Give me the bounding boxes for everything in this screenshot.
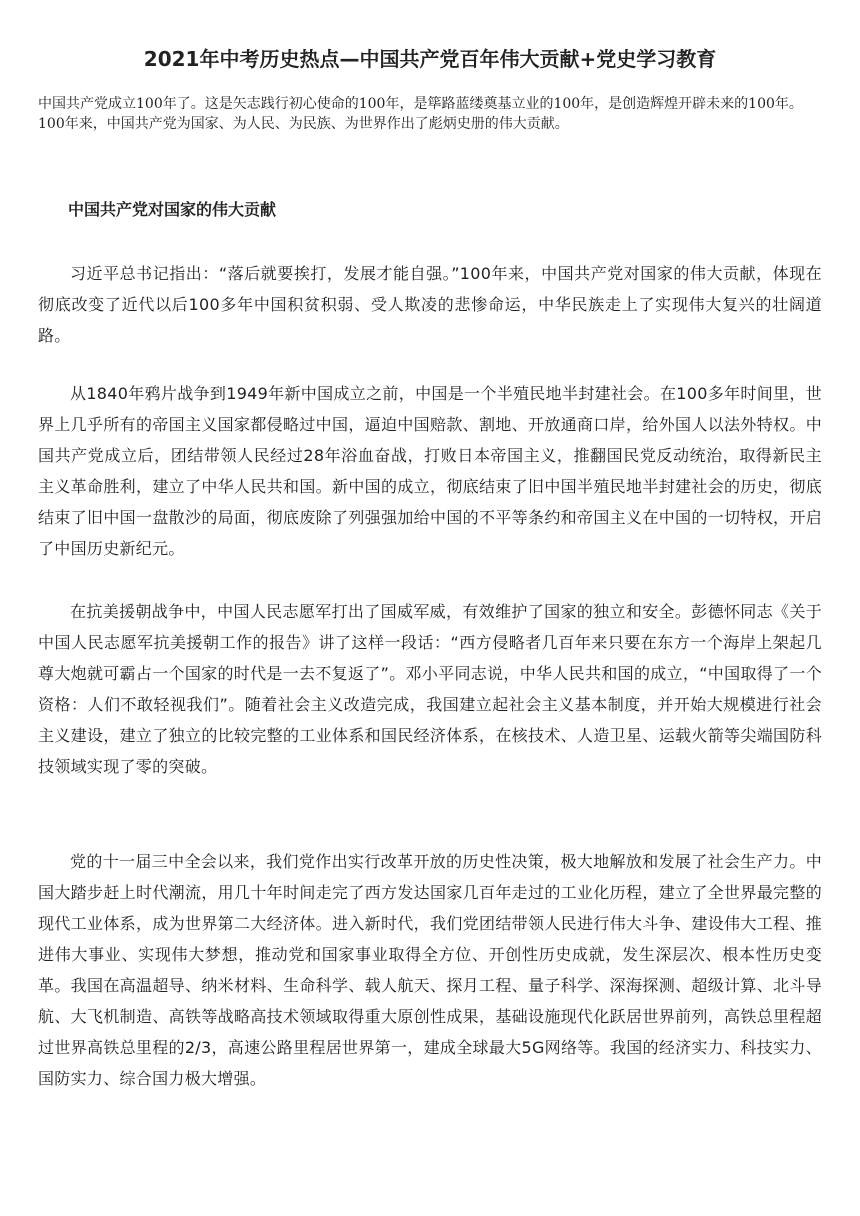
body-paragraph: 在抗美援朝战争中，中国人民志愿军打出了国威军威，有效维护了国家的独立和安全。彭德怀同志《关于中国人民志愿军抗美援朝工作的报告》讲了这样一段话：“西方侵略者几百年来只要在东方一个海岸上架起几尊大炮就可霸占一个国家的时代是一去不复返了”。邓小平同志说，中华人民共和国的成立，“中国取得了一个资格：人们不敢轻视我们”。随着社会主义改造完成，我国建立起社会主义基本制度，并开始大规模进行社会主义建设，建立了独立的比较完整的工业体系和国民经济体系，在核技术、人造卫星、运载火箭等尖端国防科技领域实现了零的突破。 <box>38 602 822 776</box>
body-paragraph: 习近平总书记指出：“落后就要挨打，发展才能自强。”100年来，中国共产党对国家的伟大贡献，体现在彻底改变了近代以后100多年中国积贫积弱、受人欺凌的悲惨命运，中华民族走上了实现伟大复兴的壮阔道路。 <box>38 264 822 345</box>
intro-paragraph: 中国共产党成立100年了。这是矢志践行初心使命的100年，是筚路蓝缕奠基立业的100年，是创造辉煌开辟未来的100年。100年来，中国共产党为国家、为人民、为民族、为世界作出了彪炳史册的伟大贡献。 <box>38 96 803 132</box>
body-paragraph: 从1840年鸦片战争到1949年新中国成立之前，中国是一个半殖民地半封建社会。在100多年时间里，世界上几乎所有的帝国主义国家都侵略过中国，逼迫中国赔款、割地、开放通商口岸，给外国人以法外特权。中国共产党成立后，团结带领人民经过28年浴血奋战，打败日本帝国主义，推翻国民党反动统治，取得新民主主义革命胜利，建立了中华人民共和国。新中国的成立，彻底结束了旧中国半殖民地半封建社会的历史，彻底结束了旧中国一盘散沙的局面，彻底废除了列强强加给中国的不平等条约和帝国主义在中国的一切特权，开启了中国历史新纪元。 <box>38 384 822 558</box>
document-title: 2021年中考历史热点—中国共产党百年伟大贡献+党史学习教育 <box>143 47 717 71</box>
section-heading: 中国共产党对国家的伟大贡献 <box>68 200 277 219</box>
body-paragraph: 党的十一届三中全会以来，我们党作出实行改革开放的历史性决策，极大地解放和发展了社会生产力。中国大踏步赶上时代潮流，用几十年时间走完了西方发达国家几百年走过的工业化历程，建立了全世界最完整的现代工业体系，成为世界第二大经济体。进入新时代，我们党团结带领人民进行伟大斗争、建设伟大工程、推进伟大事业、实现伟大梦想，推动党和国家事业取得全方位、开创性历史成就，发生深层次、根本性历史变革。我国在高温超导、纳米材料、生命科学、载人航天、探月工程、量子科学、深海探测、超级计算、北斗导航、大飞机制造、高铁等战略高技术领域取得重大原创性成果，基础设施现代化跃居世界前列，高铁总里程超过世界高铁总里程的2/3，高速公路里程居世界第一，建成全球最大5G网络等。我国的经济实力、科技实力、国防实力、综合国力极大增强。 <box>38 852 822 1088</box>
